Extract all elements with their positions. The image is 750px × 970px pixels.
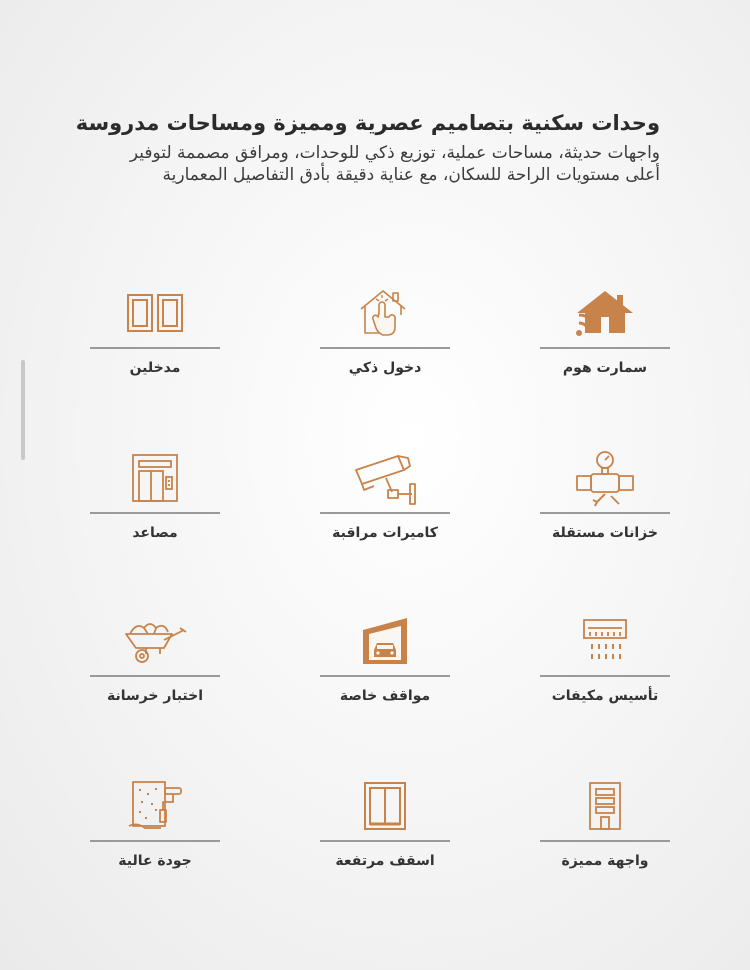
feature-label: اسقف مرتفعة bbox=[335, 853, 435, 869]
divider bbox=[540, 347, 670, 349]
divider bbox=[320, 347, 450, 349]
quality-icon bbox=[121, 779, 189, 833]
intro-line-1: واجهات حديثة، مساحات عملية، توزيع ذكي للوحدات، ومرافق مصممة لتوفير bbox=[129, 143, 660, 163]
water-tank-icon bbox=[571, 451, 639, 505]
divider bbox=[90, 675, 220, 677]
feature-concrete-test bbox=[90, 614, 220, 724]
feature-label: جودة عالية bbox=[118, 853, 192, 869]
feature-cameras bbox=[320, 451, 450, 561]
feature-water-tanks bbox=[540, 451, 670, 561]
feature-label: مصاعد bbox=[132, 525, 178, 541]
elevator-icon bbox=[121, 451, 189, 505]
feature-high-quality bbox=[90, 779, 220, 889]
feature-elevators bbox=[90, 451, 220, 561]
feature-label: كاميرات مراقبة bbox=[332, 525, 438, 541]
intro-text bbox=[60, 142, 660, 186]
divider bbox=[540, 512, 670, 514]
two-entrances-icon bbox=[121, 286, 189, 340]
feature-label: مدخلين bbox=[129, 360, 181, 376]
feature-label: اختبار خرسانة bbox=[106, 688, 204, 704]
security-camera-icon bbox=[351, 451, 419, 505]
divider bbox=[90, 347, 220, 349]
smart-home-icon bbox=[571, 286, 639, 340]
feature-label: واجهة مميزة bbox=[561, 853, 649, 869]
feature-facade bbox=[540, 779, 670, 889]
feature-label: دخول ذكي bbox=[348, 360, 422, 376]
feature-smart-home bbox=[540, 286, 670, 396]
feature-label: خزانات مستقلة bbox=[552, 525, 658, 541]
feature-label: مواقف خاصة bbox=[339, 688, 431, 704]
feature-label: تأسيس مكيفات bbox=[551, 688, 659, 704]
garage-icon bbox=[351, 614, 419, 668]
high-ceiling-icon bbox=[351, 779, 419, 833]
divider bbox=[540, 840, 670, 842]
smart-entry-icon bbox=[351, 286, 419, 340]
intro-line-2: أعلى مستويات الراحة للسكان، مع عناية دقيقة بأدق التفاصيل المعمارية bbox=[162, 165, 660, 185]
air-conditioner-icon bbox=[571, 614, 639, 668]
intro-section bbox=[60, 108, 660, 186]
feature-ac-prep bbox=[540, 614, 670, 724]
feature-high-ceilings bbox=[320, 779, 450, 889]
divider bbox=[320, 840, 450, 842]
divider bbox=[90, 840, 220, 842]
feature-smart-entry bbox=[320, 286, 450, 396]
divider bbox=[90, 512, 220, 514]
divider bbox=[320, 512, 450, 514]
feature-private-parking bbox=[320, 614, 450, 724]
feature-label: سمارت هوم bbox=[562, 360, 648, 376]
page-title: وحدات سكنية بتصاميم عصرية ومميزة ومساحات مدروسة bbox=[75, 111, 660, 135]
feature-two-entrances bbox=[90, 286, 220, 396]
scrollbar[interactable] bbox=[21, 360, 25, 460]
facade-icon bbox=[571, 779, 639, 833]
concrete-wheelbarrow-icon bbox=[121, 614, 189, 668]
divider bbox=[320, 675, 450, 677]
divider bbox=[540, 675, 670, 677]
